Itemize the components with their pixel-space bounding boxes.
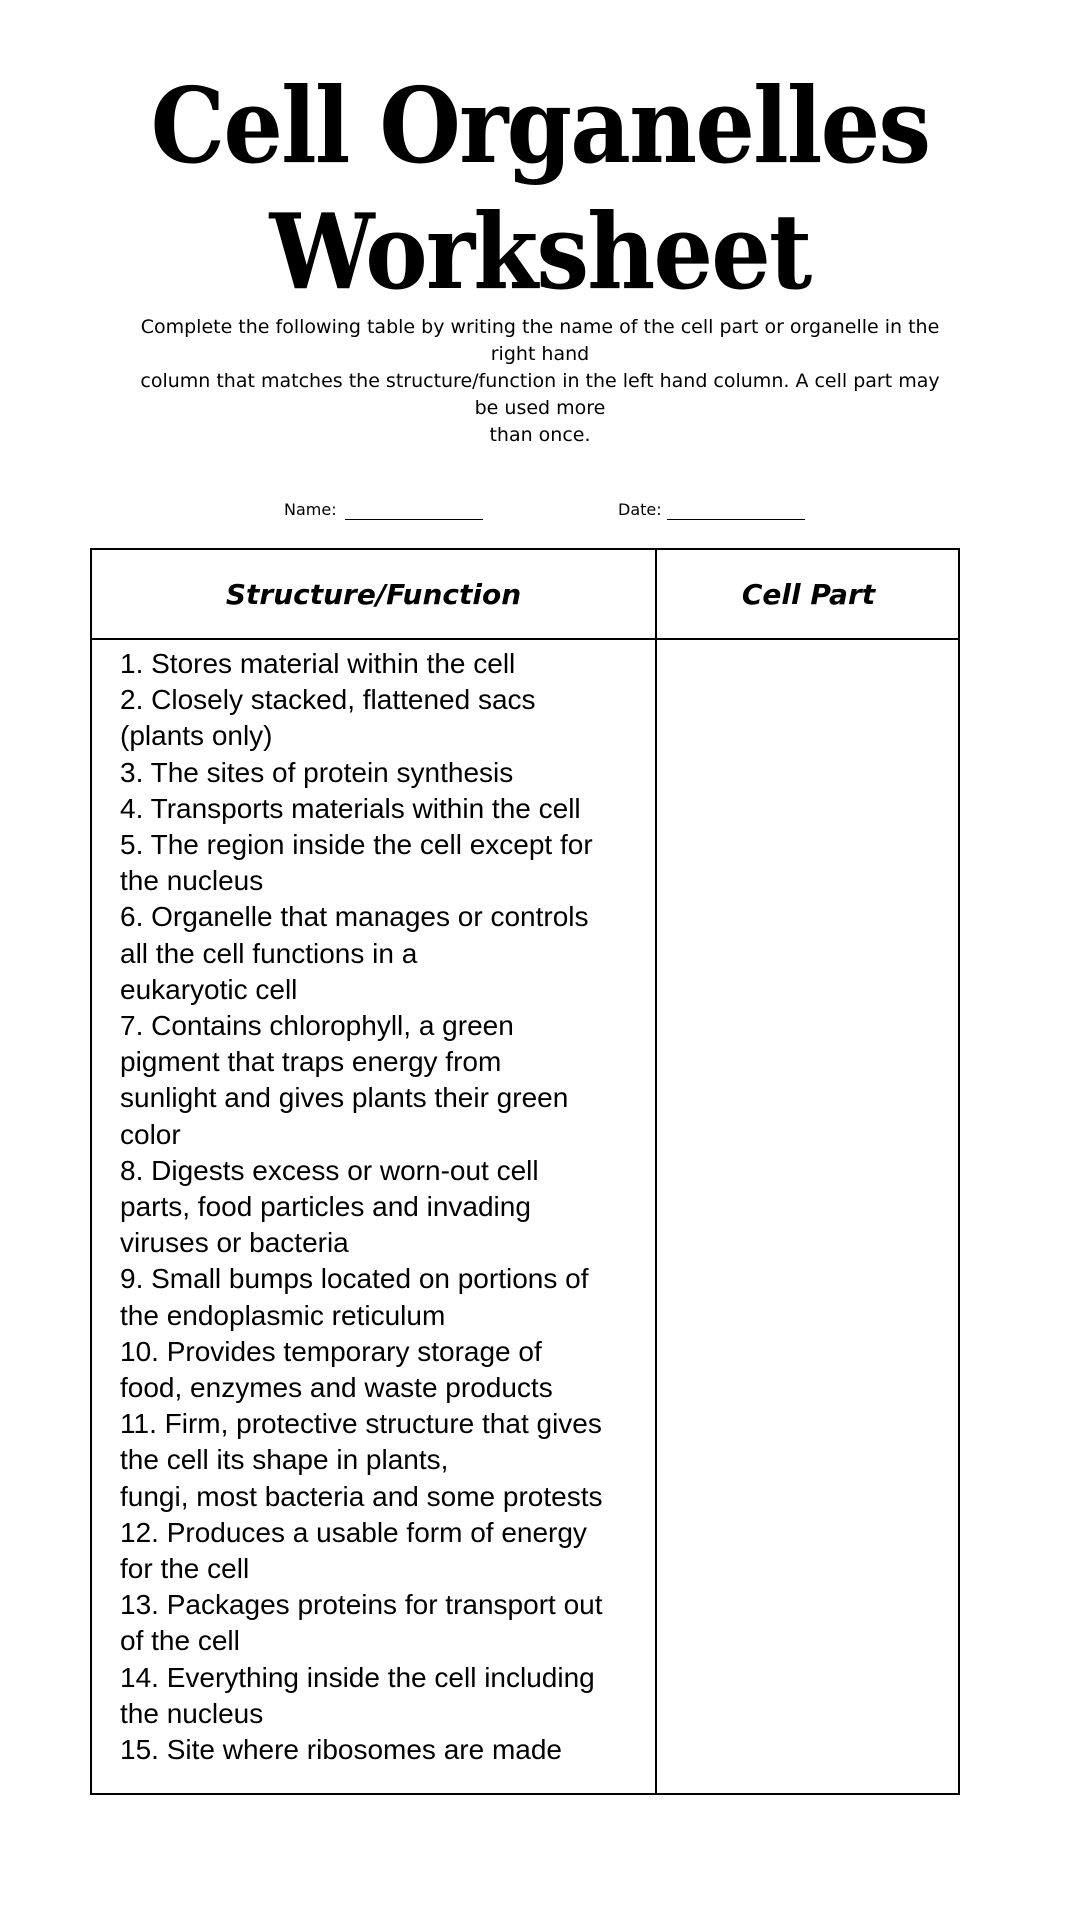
- structure-function-line: 14. Everything inside the cell including: [120, 1661, 595, 1693]
- structure-function-line: 7. Contains chlorophyll, a green: [120, 1010, 514, 1042]
- worksheet-title-line-1: Cell Organelles: [150, 64, 930, 187]
- structure-function-line: 13. Packages proteins for transport out: [120, 1589, 603, 1621]
- instructions: [110, 314, 970, 449]
- structure-function-line: 5. The region inside the cell except for: [120, 829, 593, 861]
- structure-function-line: color: [120, 1118, 181, 1150]
- structure-function-line: 12. Produces a usable form of energy: [120, 1516, 587, 1548]
- structure-function-line: the nucleus: [120, 1697, 264, 1729]
- structure-function-line: for the cell: [120, 1553, 250, 1585]
- structure-function-line: the cell its shape in plants,: [120, 1444, 449, 1476]
- structure-function-line: 10. Provides temporary storage of: [120, 1335, 542, 1367]
- date-label: Date:: [618, 500, 662, 519]
- structure-function-line: 11. Firm, protective structure that gives: [120, 1408, 602, 1440]
- instructions-line: right hand: [490, 343, 590, 365]
- structure-function-line: sunlight and gives plants their green: [120, 1082, 569, 1114]
- structure-function-line: 15. Site where ribosomes are made: [120, 1734, 562, 1766]
- structure-function-list: [120, 646, 650, 1768]
- structure-function-line: 1. Stores material within the cell: [120, 648, 516, 679]
- structure-function-line: viruses or bacteria: [120, 1227, 349, 1259]
- structure-function-line: parts, food particles and invading: [120, 1191, 531, 1223]
- instructions-line: be used more: [474, 397, 606, 419]
- structure-function-line: 4. Transports materials within the cell: [120, 792, 581, 824]
- worksheet-title-line-2: Worksheet: [269, 190, 811, 313]
- structure-function-line: pigment that traps energy from: [120, 1046, 502, 1078]
- cell-part-header: Cell Part: [741, 578, 876, 611]
- structure-function-line: all the cell functions in a: [120, 937, 418, 969]
- name-label: Name:: [284, 500, 337, 519]
- structure-function-line: (plants only): [120, 720, 273, 752]
- organelles-table: [90, 548, 960, 1795]
- structure-function-line: the endoplasmic reticulum: [120, 1299, 446, 1331]
- structure-function-line: 9. Small bumps located on portions of: [120, 1263, 589, 1295]
- structure-function-line: food, enzymes and waste products: [120, 1372, 553, 1404]
- instructions-line: than once.: [489, 424, 591, 446]
- instructions-line: column that matches the structure/function in the left hand column. A cell part may: [140, 370, 940, 392]
- structure-function-line: the nucleus: [120, 865, 264, 897]
- structure-function-line: 3. The sites of protein synthesis: [120, 756, 514, 788]
- header-divider: [92, 638, 958, 640]
- structure-function-header: Structure/Function: [225, 578, 522, 611]
- column-divider: [655, 550, 657, 1793]
- name-field[interactable]: [345, 519, 483, 520]
- instructions-line: Complete the following table by writing the name of the cell part or organelle in the: [140, 316, 940, 338]
- structure-function-line: 6. Organelle that manages or controls: [120, 901, 589, 933]
- structure-function-line: 8. Digests excess or worn-out cell: [120, 1154, 539, 1186]
- structure-function-line: of the cell: [120, 1625, 240, 1657]
- structure-function-line: fungi, most bacteria and some protests: [120, 1480, 603, 1512]
- structure-function-line: 2. Closely stacked, flattened sacs: [120, 684, 536, 716]
- date-field[interactable]: [667, 519, 805, 520]
- structure-function-line: eukaryotic cell: [120, 973, 298, 1005]
